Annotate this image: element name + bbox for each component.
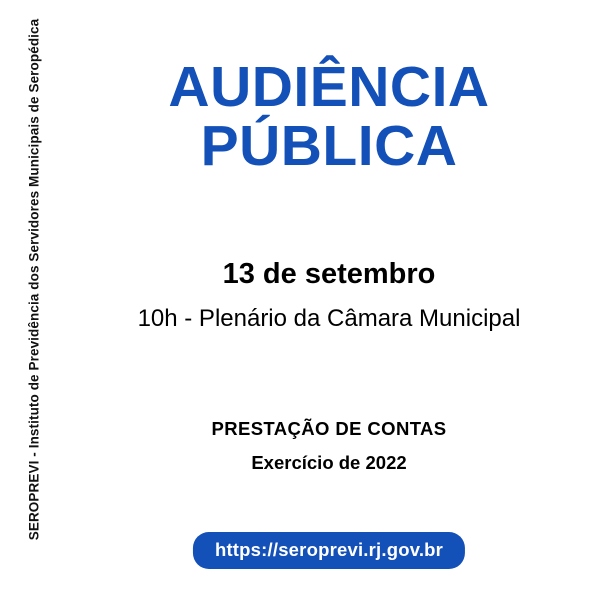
page-title-line-1: AUDIÊNCIA <box>168 55 490 119</box>
sidebar-vertical-label <box>0 0 58 600</box>
institution-name: SEROPREVI - Instituto de Previdência dos Servidores Municipais de Seropédica <box>26 18 42 541</box>
event-time-and-place: 10h - Plenário da Câmara Municipal <box>137 305 521 332</box>
poster-content <box>58 0 600 600</box>
website-link-button[interactable]: https://seroprevi.rj.gov.br <box>193 532 465 569</box>
event-subject: PRESTAÇÃO DE CONTAS <box>211 418 447 439</box>
page-title-line-2: PÚBLICA <box>200 114 458 179</box>
event-date: 13 de setembro <box>222 258 436 290</box>
page-title <box>58 55 600 179</box>
event-fiscal-year: Exercício de 2022 <box>251 452 407 473</box>
